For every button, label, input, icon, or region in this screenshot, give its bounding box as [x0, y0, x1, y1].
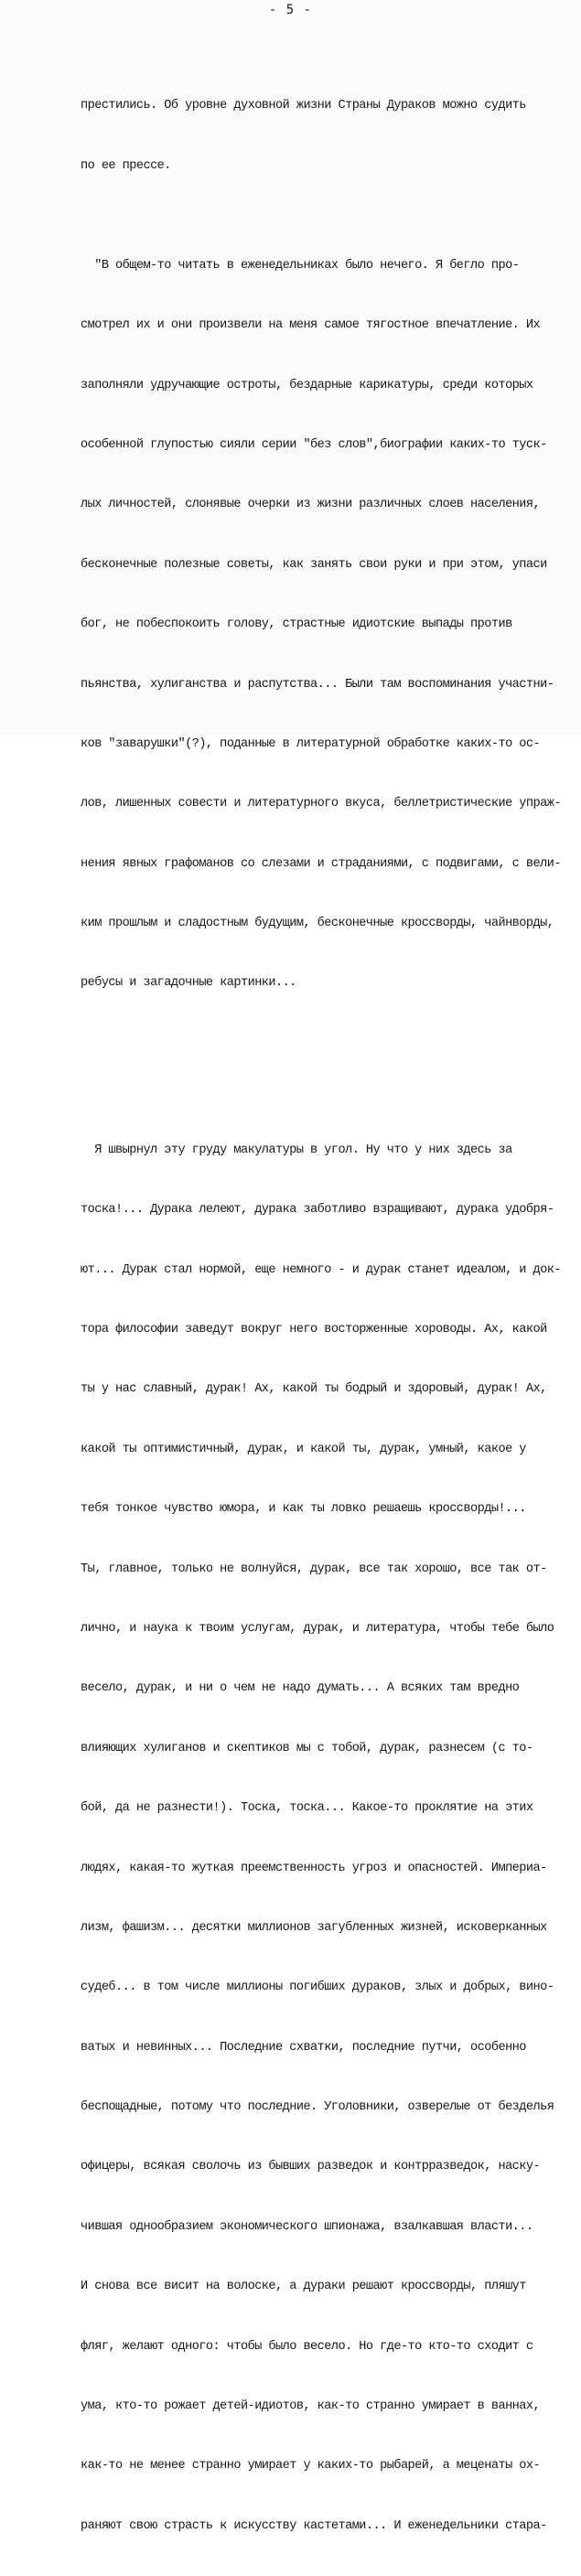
text-line: чившая однообразием экономического шпионажа, взалкавшая власти... [81, 2219, 533, 2234]
text-line: заполняли удручающие остроты, бездарные карикатуры, среди которых [81, 378, 533, 392]
text-line: тебя тонкое чувство юмора, и как ты ловко решаешь кроссворды!... [81, 1502, 526, 1517]
text-line: лизм, фашизм... десятки миллионов загубленных жизней, исковерканных [81, 1920, 547, 1935]
text-line: весело, дурак, и ни о чем не надо думать... А всяких там вредно [81, 1681, 520, 1696]
text-line: ума, кто-то рожает детей-идиотов, как-то странно умирает в ваннах, [81, 2399, 541, 2414]
text-line: ребусы и загадочные картинки... [81, 976, 296, 991]
text-line: фляг, желают одного: чтобы было весело. Но где-то кто-то сходит с [81, 2339, 533, 2354]
text-line: раняют свою страсть к искусству кастетами... И еженедельники стара- [81, 2518, 547, 2533]
text-line: тоска!... Дурака лелеют, дурака заботливо взращивают, дурака удобря- [81, 1203, 554, 1218]
text-line: ков "заварушки"(?), поданные в литературной обработке каких-то ос- [81, 736, 541, 751]
text-line: Я швырнул эту груду макулатуры в угол. Ну что у них здесь за [81, 1143, 512, 1157]
paragraph-gap [81, 1054, 579, 1061]
text-line: судеб... в том числе миллионы погибших дураков, злых и добрых, вино- [81, 1980, 554, 1995]
text-line: бог, не побеспокоить голову, страстные идиотские выпады против [81, 617, 512, 632]
text-line: влияющих хулиганов и скептиков мы с тобой, дурак, разнесем (с то- [81, 1741, 533, 1755]
text-line: ют... Дурак стал нормой, еще немного - и дурак станет идеалом, и док- [81, 1262, 561, 1277]
text-line: нения явных графоманов со слезами и страданиями, с подвигами, с вели- [81, 856, 561, 871]
text-line: бой, да не разнести!). Тоска, тоска... Какое-то проклятие на этих [81, 1801, 533, 1816]
text-line: лично, и наука к твоим услугам, дурак, и литература, чтобы тебе было [81, 1621, 554, 1636]
text-line: "В общем-то читать в еженедельниках было нечего. Я бегло про- [81, 258, 520, 273]
text-line: лов, лишенных совести и литературного вкуса, беллетристические упраж- [81, 797, 561, 811]
text-line: пьянства, хулиганства и распутства... Были там воспоминания участни- [81, 677, 554, 692]
text-line: ким прошлым и сладостным будущим, бесконечные кроссворды, чайнворды, [81, 917, 554, 931]
text-line: лых личностей, слонявые очерки из жизни различных слоев населения, [81, 498, 541, 512]
text-line: тора философии заведут вокруг него восторженные хороводы. Ах, какой [81, 1323, 547, 1336]
text-line: ватых и невинных... Последние схватки, последние путчи, особенно [81, 2040, 526, 2055]
text-line: И снова все висит на волоске, а дураки решают кроссворды, пляшут [81, 2280, 526, 2294]
text-line: смотрел их и они произвели на меня самое тягостное впечатление. Их [81, 318, 541, 333]
text-line: беспощадные, потому что последние. Уголовники, озверелые от безделья [81, 2100, 554, 2115]
text-line: по ее прессе. [81, 158, 171, 173]
page-number: - 5 - [268, 3, 313, 17]
text-line: преcтились. Об уровне духовной жизни Страны Дураков можно судить [81, 99, 526, 113]
text-line: Ты, главное, только не волнуйся, дурак, все так хорошо, все так от- [81, 1562, 547, 1576]
body-text [81, 37, 579, 2576]
text-line: офицеры, всякая сволочь из бывших разведок и контрразведок, наску- [81, 2160, 541, 2174]
text-line: ты у нас славный, дурак! Ах, какой ты бодрый и здоровый, дурак! Ах, [81, 1382, 547, 1397]
text-line: людях, какая-то жуткая преемственность угроз и опасностей. Империа- [81, 1861, 547, 1875]
text-line: как-то не менее странно умирает у каких-то рыбарей, а меценаты ох- [81, 2459, 541, 2474]
text-line: какой ты оптимистичный, дурак, и какой ты, дурак, умный, какое у [81, 1442, 526, 1456]
text-line: бесконечные полезные советы, как занять свои руки и при этом, упаси [81, 557, 547, 572]
text-line: особенной глупостью сияли серии "без слов",биографии каких-то туск- [81, 437, 547, 452]
